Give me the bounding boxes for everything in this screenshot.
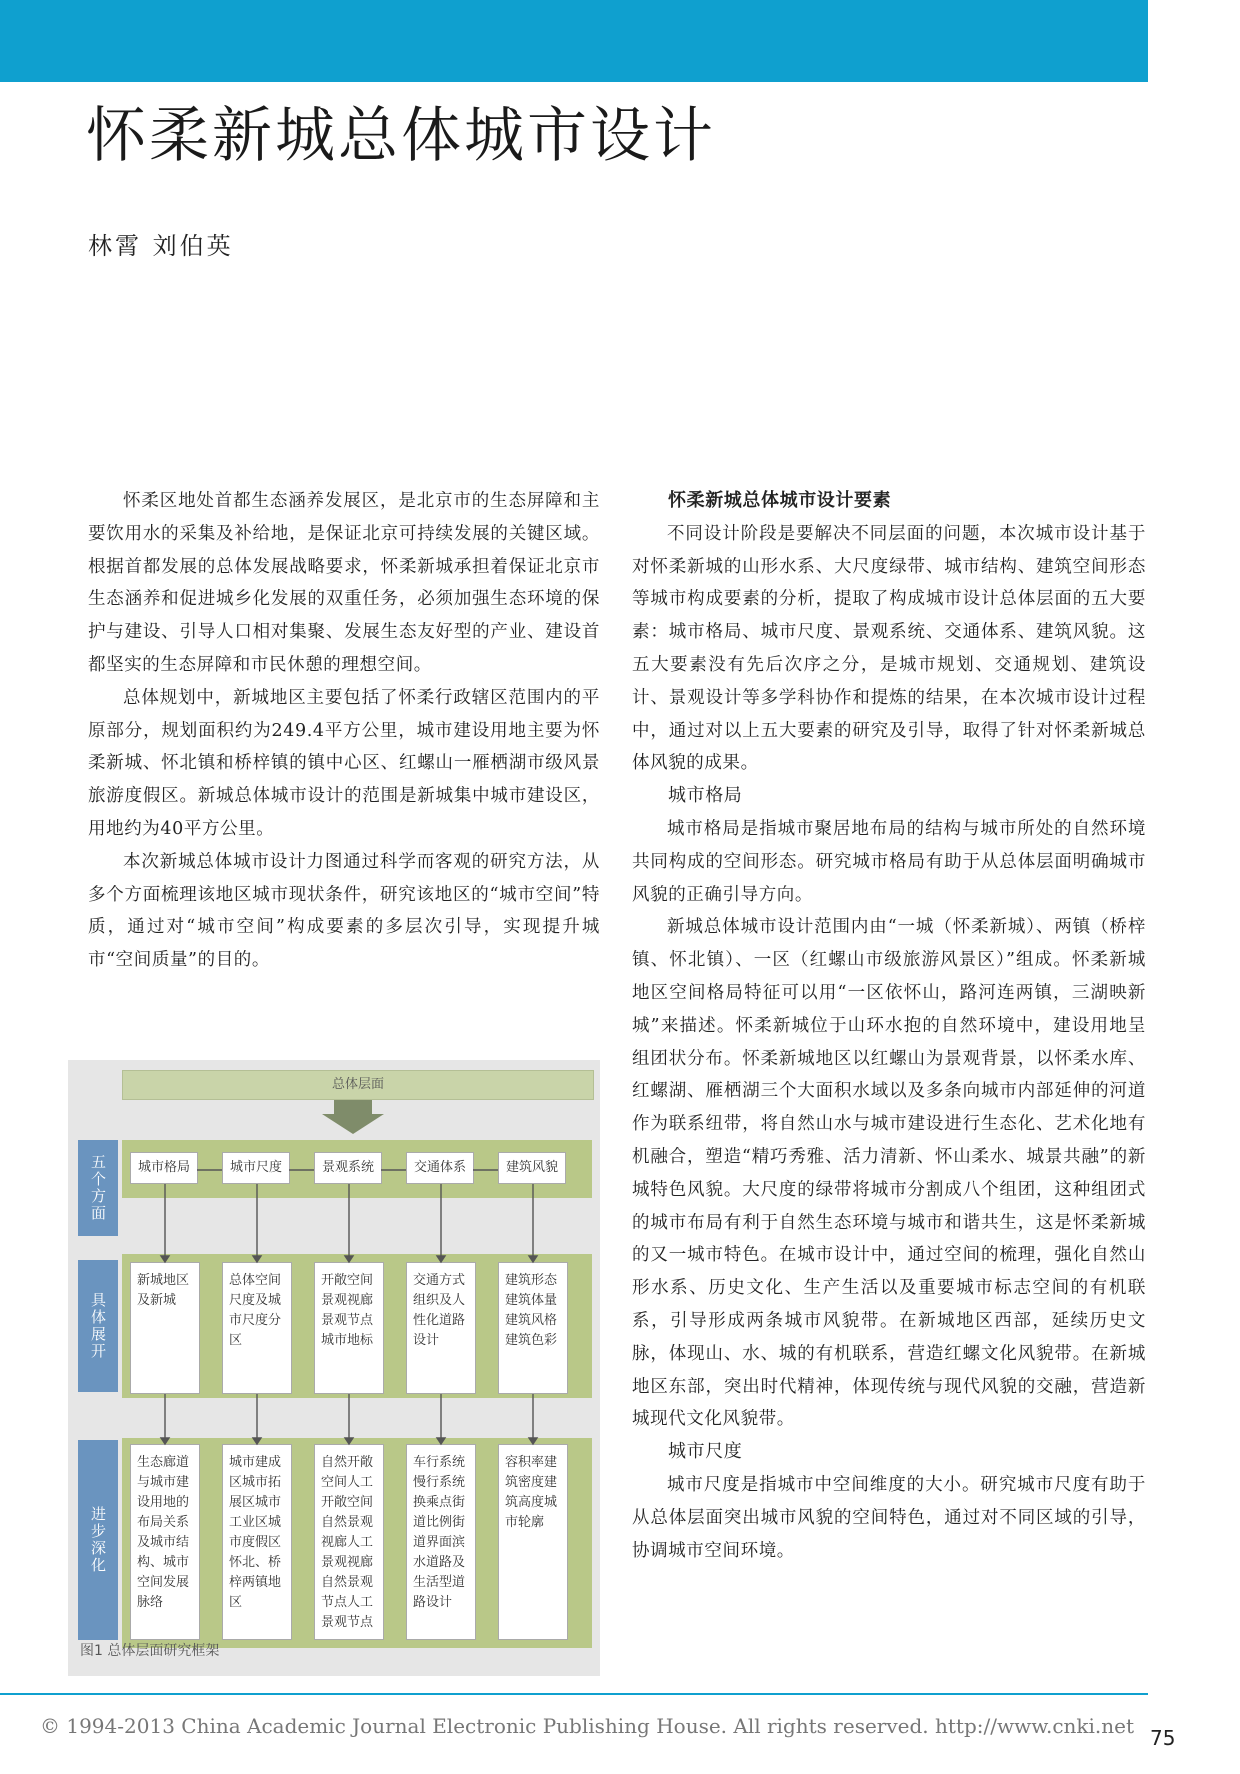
detail-box: 建筑形态建筑体量建筑风格建筑色彩 bbox=[498, 1262, 568, 1394]
header-color-band bbox=[0, 0, 1148, 82]
side-label-deepening: 进步深化 bbox=[78, 1440, 118, 1640]
left-column bbox=[88, 485, 600, 977]
article-title: 怀柔新城总体城市设计 bbox=[86, 101, 716, 171]
body-paragraph: 总体规划中，新城地区主要包括了怀柔行政辖区范围内的平原部分，规划面积约为249.4平方公里，城市建设用地主要为怀柔新城、怀北镇和桥梓镇的镇中心区、红螺山一雁栖湖市级风景旅游度假区。新城总体城市设计的范围是新城集中城市建设区，用地约为40平方公里。 bbox=[88, 687, 600, 839]
down-arrow-icon bbox=[322, 1100, 384, 1134]
subheading: 城市格局 bbox=[668, 785, 743, 807]
deepening-box: 生态廊道与城市建设用地的布局关系及城市结构、城市空间发展脉络 bbox=[130, 1444, 200, 1640]
deepening-box: 容积率建筑密度建筑高度城市轮廓 bbox=[498, 1444, 568, 1640]
subheading: 城市尺度 bbox=[668, 1441, 743, 1463]
aspect-box: 交通体系 bbox=[406, 1152, 474, 1184]
copyright-notice: © 1994-2013 China Academic Journal Electronic Publishing House. All rights reserved. http://www.cnki.net bbox=[40, 1714, 1135, 1738]
body-paragraph: 本次新城总体城市设计力图通过科学而客观的研究方法，从多个方面梳理该地区城市现状条件，研究该地区的“城市空间”特质，通过对“城市空间”构成要素的多层次引导，实现提升城市“空间质量”的目的。 bbox=[88, 851, 600, 971]
body-paragraph: 新城总体城市设计范围内由“一城（怀柔新城）、两镇（桥梓镇、怀北镇）、一区（红螺山市级旅游风景区）”组成。怀柔新城地区空间格局特征可以用“一区依怀山，路河连两镇，三湖映新城”来描述。怀柔新城位于山环水抱的自然环境中，建设用地呈组团状分布。怀柔新城地区以红螺山为景观背景，以怀柔水库、红螺湖、雁栖湖三个大面积水域以及多条向城市内部延伸的河道作为联系纽带，将自然山水与城市建设进行生态化、艺术化地有机融合，塑造“精巧秀雅、活力清新、怀山柔水、城景共融”的新城特色风貌。大尺度的绿带将城市分割成八个组团，这种组团式的城市布局有利于自然生态环境与城市和谐共生，这是怀柔新城的又一城市特色。在城市设计中，通过空间的梳理，强化自然山形水系、历史文化、生产生活以及重要城市标志空间的有机联系，引导形成两条城市风貌带。在新城地区西部，延续历史文脉，体现山、水、城的有机联系，营造红螺文化风貌带。在新城地区东部，突出时代精神，体现传统与现代风貌的交融，营造新城现代文化风貌带。 bbox=[632, 917, 1146, 1430]
section-heading: 怀柔新城总体城市设计要素 bbox=[668, 490, 892, 511]
body-paragraph: 不同设计阶段是要解决不同层面的问题，本次城市设计基于对怀柔新城的山形水系、大尺度绿带、城市结构、建筑空间形态等城市构成要素的分析，提取了构成城市设计总体层面的五大要素：城市格局、城市尺度、景观系统、交通体系、建筑风貌。这五大要素没有先后次序之分，是城市规划、交通规划、建筑设计、景观设计等多学科协作和提炼的结果，在本次城市设计过程中，通过对以上五大要素的研究及引导，取得了针对怀柔新城总体风貌的成果。 bbox=[632, 523, 1146, 774]
side-label-five-aspects: 五个方面 bbox=[78, 1140, 118, 1236]
detail-box: 总体空间尺度及城市尺度分区 bbox=[222, 1262, 292, 1394]
deepening-box: 城市建成区城市拓展区城市工业区城市度假区怀北、桥梓两镇地区 bbox=[222, 1444, 292, 1640]
body-paragraph: 城市尺度是指城市中空间维度的大小。研究城市尺度有助于从总体层面突出城市风貌的空间特色，通过对不同区域的引导，协调城市空间环境。 bbox=[632, 1474, 1146, 1561]
aspect-box: 建筑风貌 bbox=[498, 1152, 566, 1184]
article-authors: 林霄 刘伯英 bbox=[88, 232, 234, 260]
figure-caption: 图1 总体层面研究框架 bbox=[80, 1643, 220, 1659]
page-number: 75 bbox=[1150, 1726, 1176, 1750]
detail-box: 新城地区及新城 bbox=[130, 1262, 200, 1394]
body-paragraph: 城市格局是指城市聚居地布局的结构与城市所处的自然环境共同构成的空间形态。研究城市格局有助于从总体层面明确城市风貌的正确引导方向。 bbox=[632, 818, 1146, 905]
deepening-box: 自然开敞空间人工开敞空间自然景观视廊人工景观视廊自然景观节点人工景观节点 bbox=[314, 1444, 384, 1640]
detail-box: 开敞空间景观视廊景观节点城市地标 bbox=[314, 1262, 384, 1394]
detail-box: 交通方式组织及人性化道路设计 bbox=[406, 1262, 476, 1394]
aspect-box: 城市尺度 bbox=[222, 1152, 290, 1184]
aspect-box: 景观系统 bbox=[314, 1152, 382, 1184]
deepening-box: 车行系统慢行系统换乘点街道比例街道界面滨水道路及生活型道路设计 bbox=[406, 1444, 476, 1640]
aspect-box: 城市格局 bbox=[130, 1152, 198, 1184]
figure-top-label: 总体层面 bbox=[122, 1070, 594, 1100]
body-paragraph: 怀柔区地处首都生态涵养发展区，是北京市的生态屏障和主要饮用水的采集及补给地，是保证北京可持续发展的关键区域。根据首都发展的总体发展战略要求，怀柔新城承担着保证北京市生态涵养和促进城乡化发展的双重任务，必须加强生态环境的保护与建设、引导人口相对集聚、发展生态友好型的产业、建设首都坚实的生态屏障和市民休憩的理想空间。 bbox=[88, 491, 600, 675]
footer-rule bbox=[0, 1693, 1148, 1695]
right-column bbox=[632, 485, 1146, 1567]
side-label-detail: 具体展开 bbox=[78, 1260, 118, 1392]
